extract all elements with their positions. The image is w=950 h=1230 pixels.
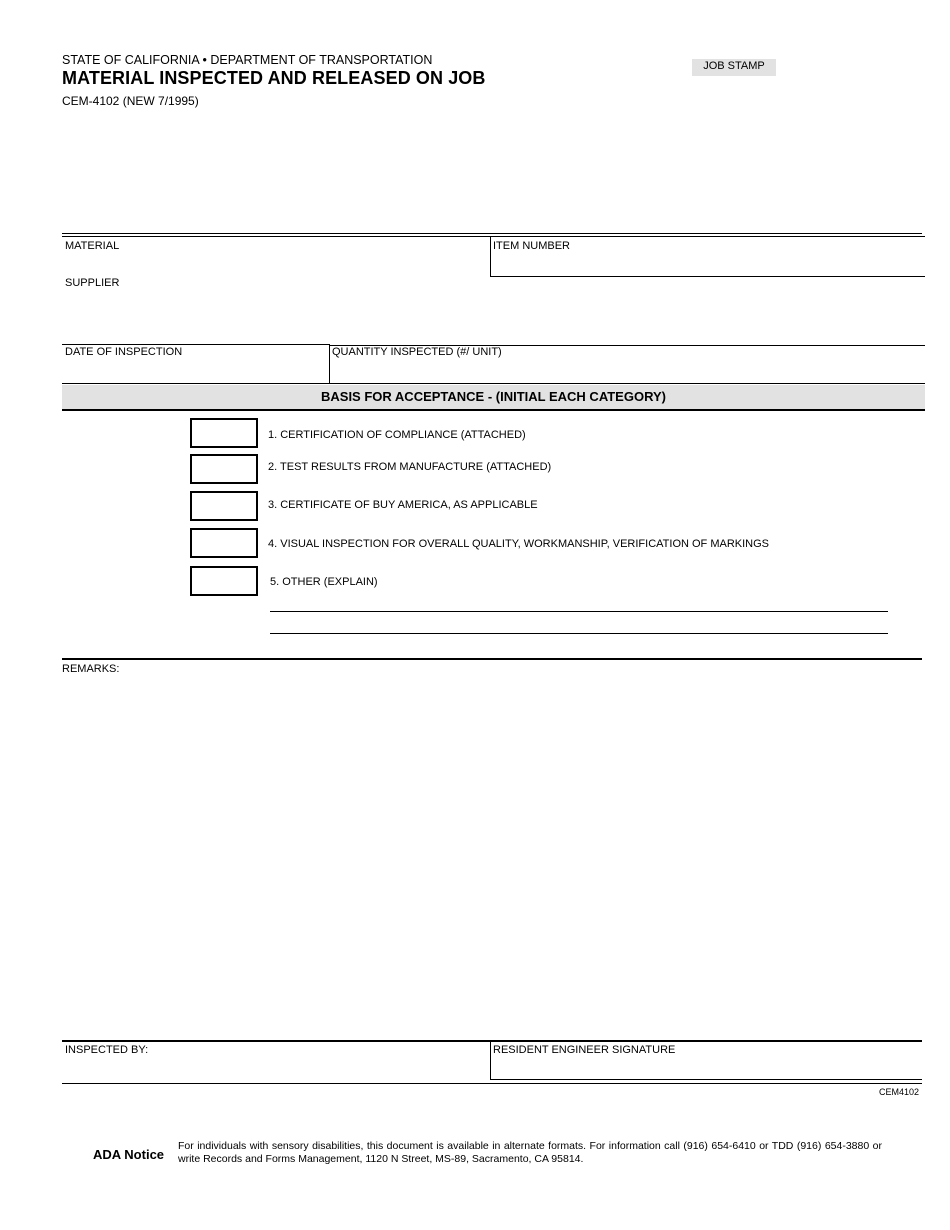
initial-box-4[interactable] bbox=[190, 528, 258, 558]
remarks-label: REMARKS: bbox=[62, 663, 120, 675]
basis-item-4: 4. VISUAL INSPECTION FOR OVERALL QUALITY, WORKMANSHIP, VERIFICATION OF MARKINGS bbox=[268, 538, 770, 550]
ada-notice-title: ADA Notice bbox=[93, 1147, 165, 1162]
basis-item-5: 5. OTHER (EXPLAIN) bbox=[270, 576, 378, 588]
form-code: CEM4102 bbox=[878, 1087, 919, 1097]
basis-item-1: 1. CERTIFICATION OF COMPLIANCE (ATTACHED) bbox=[268, 429, 526, 441]
inspected-by-label: INSPECTED BY: bbox=[65, 1044, 149, 1056]
initial-box-5[interactable] bbox=[190, 566, 258, 596]
explain-line-1[interactable] bbox=[270, 611, 888, 612]
divider bbox=[62, 233, 922, 234]
form-title: MATERIAL INSPECTED AND RELEASED ON JOB bbox=[62, 68, 486, 88]
divider bbox=[490, 1079, 922, 1080]
divider bbox=[62, 383, 925, 384]
divider bbox=[62, 409, 925, 411]
resident-engineer-signature-label: RESIDENT ENGINEER SIGNATURE bbox=[493, 1044, 676, 1056]
supplier-label: SUPPLIER bbox=[65, 277, 120, 289]
divider bbox=[490, 1040, 491, 1080]
material-label: MATERIAL bbox=[65, 240, 120, 252]
divider bbox=[62, 658, 922, 660]
divider bbox=[490, 236, 491, 276]
agency-header: STATE OF CALIFORNIA • DEPARTMENT OF TRANSPORTATION bbox=[62, 53, 433, 67]
date-of-inspection-label: DATE OF INSPECTION bbox=[65, 346, 183, 358]
basis-item-2: 2. TEST RESULTS FROM MANUFACTURE (ATTACHED) bbox=[268, 461, 552, 473]
divider bbox=[62, 236, 925, 237]
initial-box-1[interactable] bbox=[190, 418, 258, 448]
ada-notice-text: For individuals with sensory disabilities, this document is available in alternate formats. For information call (916) 654-6410 or TDD (916) 654-3880 or write Records and Forms Management, 1120 N Street, MS-89, Sacramento, CA 95814. bbox=[178, 1140, 882, 1165]
divider bbox=[62, 344, 329, 345]
divider bbox=[62, 1040, 922, 1042]
quantity-inspected-label: QUANTITY INSPECTED (#/ UNIT) bbox=[332, 346, 502, 358]
divider bbox=[62, 1083, 922, 1084]
divider bbox=[490, 276, 925, 277]
divider bbox=[329, 344, 330, 384]
basis-for-acceptance-heading: BASIS FOR ACCEPTANCE - (INITIAL EACH CATEGORY) bbox=[62, 385, 925, 409]
initial-box-3[interactable] bbox=[190, 491, 258, 521]
basis-item-3: 3. CERTIFICATE OF BUY AMERICA, AS APPLICABLE bbox=[268, 499, 538, 511]
form-number: CEM-4102 (NEW 7/1995) bbox=[62, 94, 199, 108]
job-stamp-box: JOB STAMP bbox=[692, 59, 776, 76]
item-number-label: ITEM NUMBER bbox=[493, 240, 570, 252]
explain-line-2[interactable] bbox=[270, 633, 888, 634]
initial-box-2[interactable] bbox=[190, 454, 258, 484]
